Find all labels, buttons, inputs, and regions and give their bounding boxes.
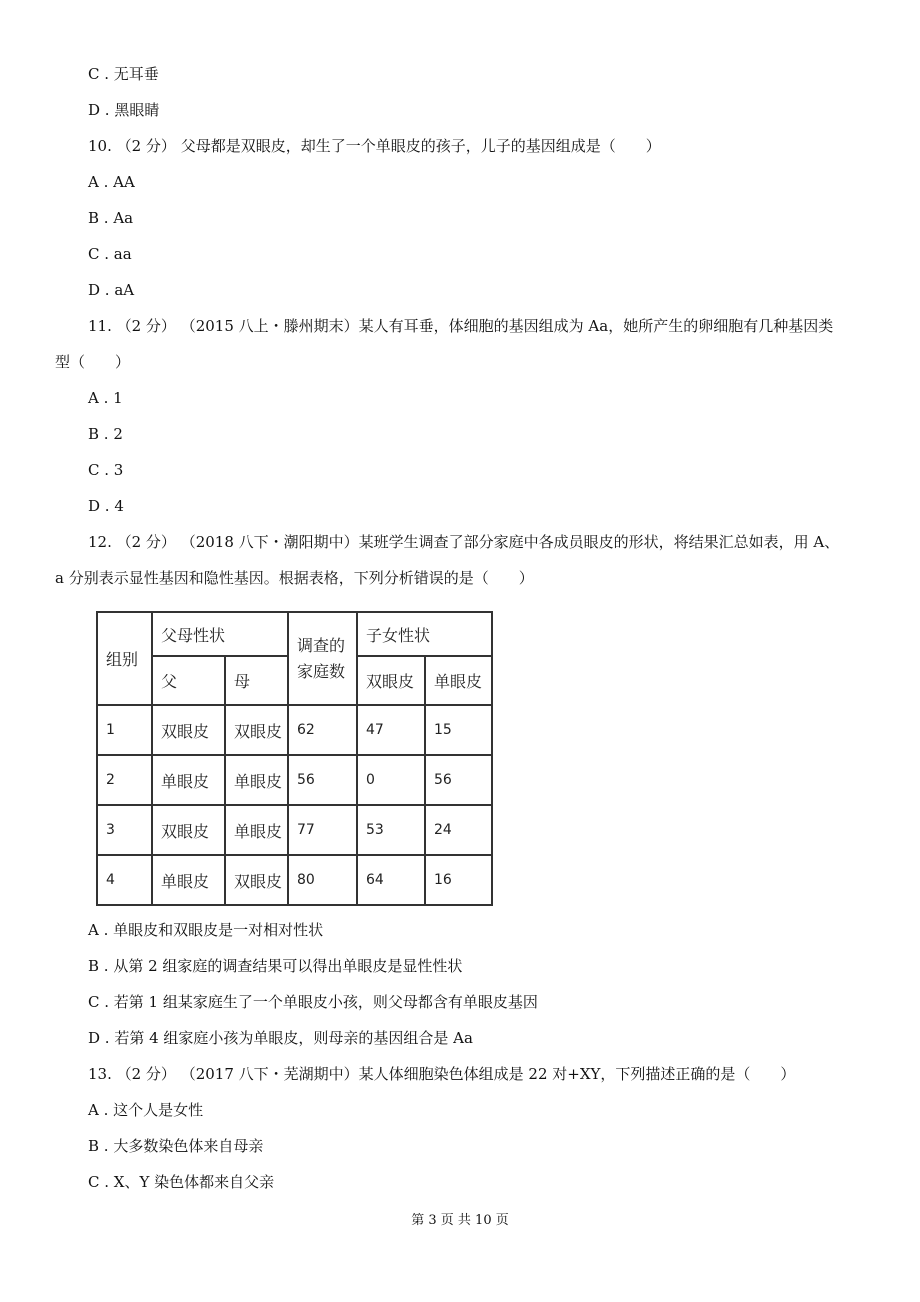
q12-option-c: C . 若第 1 组某家庭生了一个单眼皮小孩，则父母都含有单眼皮基因 [88,993,538,1011]
q11-option-a: A . 1 [88,389,123,407]
cell-double: 47 [357,705,425,755]
cell-mother: 双眼皮 [225,705,288,755]
cell-single: 15 [425,705,492,755]
q13-option-c: C . X、Y 染色体都来自父亲 [88,1173,275,1191]
cell-count: 77 [288,805,357,855]
header-parents: 父母性状 [152,612,288,656]
cell-count: 56 [288,755,357,805]
header-mother: 母 [225,656,288,705]
header-group: 组别 [97,612,152,705]
q11-option-c: C . 3 [88,461,124,479]
cell-single: 24 [425,805,492,855]
cell-double: 0 [357,755,425,805]
cell-father: 单眼皮 [152,855,225,905]
question-12: 12. （2 分） （2018 八下・潮阳期中）某班学生调查了部分家庭中各成员眼皮的形状，将结果汇总如表，用 A、 [88,533,840,551]
q10-option-a: A . AA [88,173,135,191]
cell-single: 56 [425,755,492,805]
option-d-black-eyes: D . 黑眼睛 [88,101,160,119]
q11-option-b: B . 2 [88,425,123,443]
q12-option-d: D . 若第 4 组家庭小孩为单眼皮，则母亲的基因组合是 Aa [88,1029,473,1047]
cell-single: 16 [425,855,492,905]
header-children: 子女性状 [357,612,492,656]
question-11: 11. （2 分） （2015 八上・滕州期末）某人有耳垂，体细胞的基因组成为 Aa，她所产生的卵细胞有几种基因类 [88,317,834,335]
cell-group: 4 [97,855,152,905]
header-family-count: 调查的家庭数 [288,612,357,705]
q12-option-b: B . 从第 2 组家庭的调查结果可以得出单眼皮是显性性状 [88,957,463,975]
cell-group: 2 [97,755,152,805]
header-father: 父 [152,656,225,705]
question-11-continued: 型（ ） [55,353,131,371]
table-row [97,855,492,905]
table-row [97,805,492,855]
cell-double: 64 [357,855,425,905]
question-10: 10. （2 分） 父母都是双眼皮，却生了一个单眼皮的孩子，儿子的基因组成是（ ） [88,137,661,155]
cell-group: 3 [97,805,152,855]
table-row [97,705,492,755]
eyelid-survey-table [96,611,493,906]
page-footer: 第 3 页 共 10 页 [411,1213,509,1228]
cell-count: 62 [288,705,357,755]
cell-father: 单眼皮 [152,755,225,805]
cell-mother: 双眼皮 [225,855,288,905]
table-row [97,755,492,805]
q10-option-c: C . aa [88,245,132,263]
q13-option-a: A . 这个人是女性 [88,1101,204,1119]
question-13: 13. （2 分） （2017 八下・芜湖期中）某人体细胞染色体组成是 22 对+XY，下列描述正确的是（ ） [88,1065,796,1083]
header-single-eyelid: 单眼皮 [425,656,492,705]
q10-option-d: D . aA [88,281,135,299]
cell-group: 1 [97,705,152,755]
q11-option-d: D . 4 [88,497,124,515]
cell-mother: 单眼皮 [225,805,288,855]
q12-option-a: A . 单眼皮和双眼皮是一对相对性状 [88,921,324,939]
cell-double: 53 [357,805,425,855]
cell-father: 双眼皮 [152,705,225,755]
header-double-eyelid: 双眼皮 [357,656,425,705]
cell-father: 双眼皮 [152,805,225,855]
q10-option-b: B . Aa [88,209,134,227]
cell-mother: 单眼皮 [225,755,288,805]
option-c-no-earlobe: C . 无耳垂 [88,65,159,83]
q13-option-b: B . 大多数染色体来自母亲 [88,1137,264,1155]
cell-count: 80 [288,855,357,905]
question-12-continued: a 分别表示显性基因和隐性基因。根据表格，下列分析错误的是（ ） [55,569,534,587]
